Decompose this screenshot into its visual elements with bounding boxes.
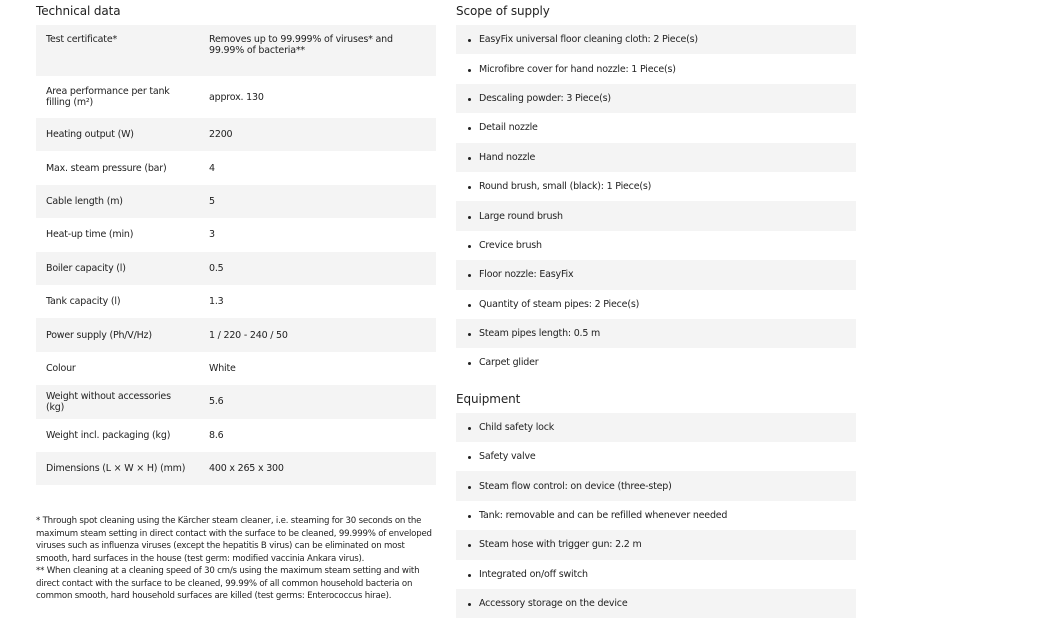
- list-item: [456, 201, 856, 230]
- list-item-label: Steam flow control: on device (three-step): [479, 480, 672, 492]
- spec-label: Dimensions (L × W × H) (mm): [36, 452, 199, 485]
- table-row: [36, 285, 436, 318]
- table-row: [36, 419, 436, 452]
- bullet-icon: [468, 69, 471, 72]
- spec-label: Weight incl. packaging (kg): [36, 419, 199, 452]
- bullet-icon: [468, 304, 471, 307]
- spec-value: 5: [199, 185, 436, 218]
- list-item-label: Round brush, small (black): 1 Piece(s): [479, 181, 652, 193]
- list-item: [456, 530, 856, 559]
- spec-label: Boiler capacity (l): [36, 252, 199, 285]
- table-row: [36, 185, 436, 218]
- equipment-title: Equipment: [456, 391, 521, 406]
- list-item-label: Accessory storage on the device: [479, 598, 628, 610]
- bullet-icon: [468, 127, 471, 130]
- list-item: [456, 172, 856, 201]
- scope-of-supply-list: [456, 25, 856, 378]
- list-item-label: Hand nozzle: [479, 151, 536, 163]
- bullet-icon: [468, 245, 471, 248]
- supply-and-equipment-column: [456, 0, 856, 618]
- spec-value: Removes up to 99.999% of viruses* and 99.99% of bacteria**: [199, 25, 436, 76]
- table-row: [36, 25, 436, 76]
- bullet-icon: [468, 274, 471, 277]
- list-item: [456, 442, 856, 471]
- list-item-label: Integrated on/off switch: [479, 568, 588, 580]
- technical-data-title: Technical data: [36, 4, 121, 18]
- spec-value: 3: [199, 218, 436, 251]
- bullet-icon: [468, 486, 471, 489]
- list-item-label: Child safety lock: [479, 421, 555, 433]
- list-item: [456, 113, 856, 142]
- bullet-icon: [468, 186, 471, 189]
- table-row: [36, 385, 436, 418]
- list-item-label: Quantity of steam pipes: 2 Piece(s): [479, 298, 640, 310]
- list-item: [456, 501, 856, 530]
- table-row: [36, 151, 436, 184]
- bullet-icon: [468, 333, 471, 336]
- bullet-icon: [468, 98, 471, 101]
- bullet-icon: [468, 39, 471, 42]
- list-item: [456, 54, 856, 83]
- footnote-viruses: * Through spot cleaning using the Kärcher steam cleaner, i.e. steaming for 30 seconds on the maximum steam setting in direct contact with the surface to be cleaned, 99.999% of enveloped viruses such as influenza viruses (except the hepatitis B virus) can be eliminated on most smooth, hard surfaces in the house (test germ: modified vaccinia Ankara virus).: [36, 516, 432, 564]
- spec-value: 8.6: [199, 419, 436, 452]
- list-item: [456, 260, 856, 289]
- bullet-icon: [468, 574, 471, 577]
- spec-value: White: [199, 352, 436, 385]
- list-item: [456, 413, 856, 442]
- list-item-label: Descaling powder: 3 Piece(s): [479, 92, 611, 104]
- list-item: [456, 560, 856, 589]
- list-item-label: Microfibre cover for hand nozzle: 1 Piece(s): [479, 63, 676, 75]
- spec-label: Test certificate*: [36, 25, 199, 76]
- list-item: [456, 231, 856, 260]
- list-item: [456, 84, 856, 113]
- technical-data-section: [36, 0, 436, 603]
- spec-label: Power supply (Ph/V/Hz): [36, 318, 199, 351]
- list-item-label: Detail nozzle: [479, 122, 538, 134]
- spec-label: Tank capacity (l): [36, 285, 199, 318]
- bullet-icon: [468, 216, 471, 219]
- list-item-label: Steam pipes length: 0.5 m: [479, 328, 601, 340]
- bullet-icon: [468, 362, 471, 365]
- list-item: [456, 471, 856, 500]
- list-item: [456, 319, 856, 348]
- bullet-icon: [468, 515, 471, 518]
- list-item-label: Floor nozzle: EasyFix: [479, 269, 574, 281]
- table-row: [36, 352, 436, 385]
- technical-data-table: [36, 25, 436, 485]
- spec-label: Heating output (W): [36, 118, 199, 151]
- spec-value: approx. 130: [199, 76, 436, 118]
- bullet-icon: [468, 456, 471, 459]
- footnotes: [36, 515, 436, 603]
- scope-of-supply-title: Scope of supply: [456, 4, 550, 18]
- table-row: [36, 118, 436, 151]
- list-item: [456, 290, 856, 319]
- list-item-label: Carpet glider: [479, 357, 539, 369]
- spec-value: 400 x 265 x 300: [199, 452, 436, 485]
- spec-label: Max. steam pressure (bar): [36, 151, 199, 184]
- list-item: [456, 348, 856, 377]
- spec-value: 4: [199, 151, 436, 184]
- list-item-label: Crevice brush: [479, 239, 542, 251]
- table-row: [36, 76, 436, 118]
- list-item-label: Tank: removable and can be refilled whenever needed: [479, 510, 728, 522]
- spec-value: 5.6: [199, 385, 436, 418]
- list-item-label: Large round brush: [479, 210, 563, 222]
- spec-label: Weight without accessories (kg): [36, 385, 199, 418]
- table-row: [36, 452, 436, 485]
- spec-value: 1.3: [199, 285, 436, 318]
- list-item: [456, 143, 856, 172]
- spec-value: 2200: [199, 118, 436, 151]
- spec-label: Colour: [36, 352, 199, 385]
- spec-label: Cable length (m): [36, 185, 199, 218]
- list-item-label: EasyFix universal floor cleaning cloth: 2 Piece(s): [479, 34, 698, 46]
- table-row: [36, 218, 436, 251]
- table-row: [36, 318, 436, 351]
- list-item: [456, 589, 856, 618]
- footnote-bacteria: ** When cleaning at a cleaning speed of 30 cm/s using the maximum steam setting and with direct contact with the surface to be cleaned, 99.99% of all common household bacteria on common smooth, hard household surfaces are killed (test germs: Enterococcus hirae).: [36, 566, 420, 602]
- table-row: [36, 252, 436, 285]
- spec-label: Heat-up time (min): [36, 218, 199, 251]
- spec-label: Area performance per tank filling (m²): [36, 76, 199, 118]
- spec-value: 1 / 220 - 240 / 50: [199, 318, 436, 351]
- equipment-list: [456, 413, 856, 619]
- bullet-icon: [468, 157, 471, 160]
- spec-value: 0.5: [199, 252, 436, 285]
- bullet-icon: [468, 427, 471, 430]
- bullet-icon: [468, 544, 471, 547]
- list-item-label: Steam hose with trigger gun: 2.2 m: [479, 539, 642, 551]
- list-item: [456, 25, 856, 54]
- list-item-label: Safety valve: [479, 451, 536, 463]
- bullet-icon: [468, 603, 471, 606]
